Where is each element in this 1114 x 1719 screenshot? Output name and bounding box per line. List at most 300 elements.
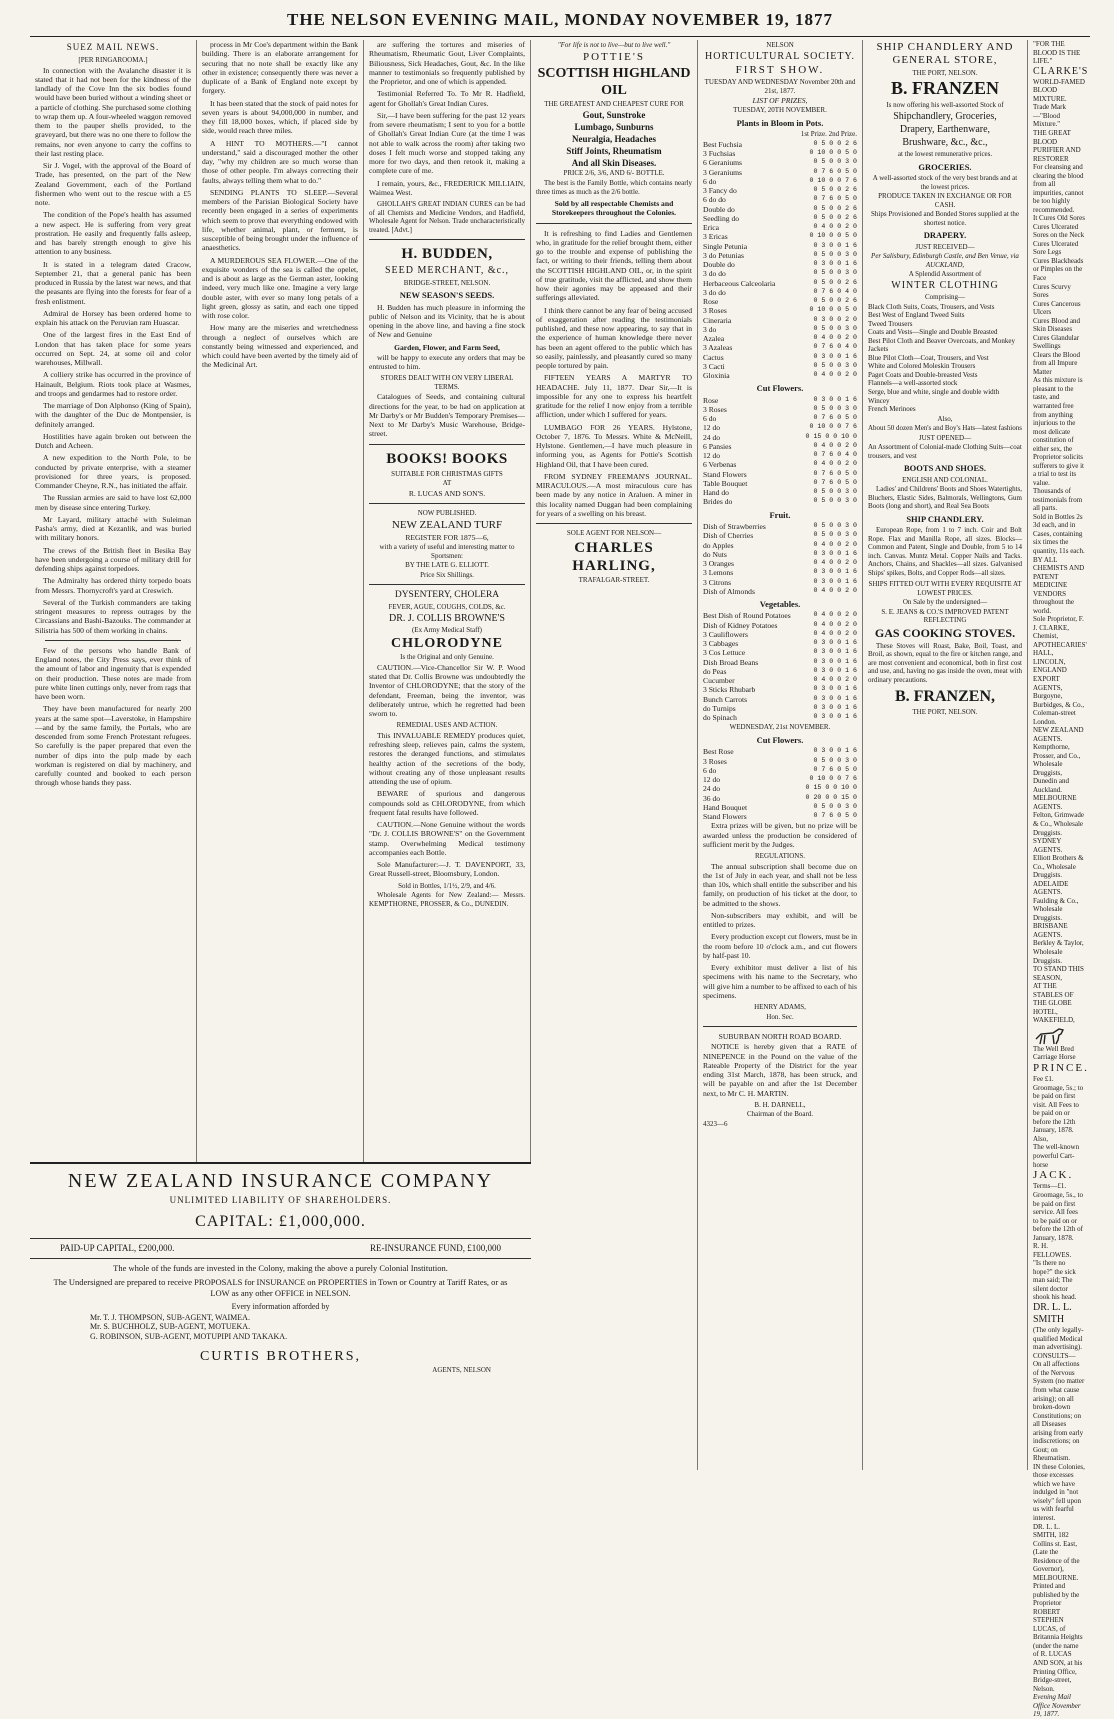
printed-by: Printed and published by the Proprietor ROBERT STEPHEN LUCAS, of Britannia Heights (under the name of R. LUCAS AND SON, at his Printing Office, Bridge-street, Nelson. (1033, 1582, 1083, 1693)
clothing-item: Best Pilot Cloth and Beaver Overcoats, and Monkey Jackets (868, 336, 1015, 354)
prize-amount: 0 3 0 0 1 6 (813, 577, 857, 585)
splendid: A Splendid Assortment of (908, 270, 982, 279)
prize-category: 3 Oranges (703, 559, 734, 569)
prize-row (703, 713, 857, 722)
lsmith-name: DR. L. L. SMITH (1033, 1301, 1072, 1326)
prize-row (703, 794, 857, 803)
clothing-item: Tweed Trousers (868, 319, 913, 328)
column-pottie-oil (531, 40, 698, 1470)
clarke-cure-item: It Cures Old Sores (1033, 214, 1085, 223)
prize-row (703, 297, 857, 306)
prize-category: Cactus (703, 352, 724, 362)
news-paragraph: SENDING PLANTS TO SLEEP.—Several members of the Parisian Biological Society have recently been engaged in a series of experiments which seem to prove that everything endowed with life, whether animal, plant, or ferment, is susceptible of being brought under the influence of anaesthetics. (202, 187, 358, 253)
clothing-item: Wincey (868, 396, 890, 405)
prize-amount: 0 7 6 0 4 0 (813, 451, 857, 459)
news-paragraph: They have been manufactured for nearly 200 years at the same spot—Laverstoke, in Hampshire—and by the same family, the Portals, who are descended from some French Protestant refugees. So carefully is the paper prepared that even the number of dips into the pulp made by each workman is registered on dial by machinery, and carefully counted and booked to each person through whose hands they pass. (35, 704, 191, 788)
harling-name: CHARLES HARLING, (572, 539, 656, 574)
divider (536, 523, 692, 524)
cure-item: And all Skin Diseases. (571, 157, 657, 168)
prize-category: 3 do do (703, 269, 726, 279)
news-paragraph: The Russian armies are said to have lost 62,000 men by disease since entering Turkey. (35, 493, 191, 512)
oil-sub: THE GREATEST AND CHEAPEST CURE FOR (544, 100, 684, 109)
franzen-line: Brushware, &c., &c., (902, 137, 988, 149)
prize-category: Best Dish of Round Potatoes (703, 611, 791, 621)
pots-heading: Plants in Bloom in Pots. (736, 117, 824, 128)
budden-garden: Garden, Flower, and Farm Seed, (394, 342, 500, 352)
per-ships: Per Salisbury, Edinburgh Castle, and Ben Venue, via AUCKLAND, (871, 252, 1019, 269)
prize-amount: 0 7 6 0 4 0 (813, 287, 857, 295)
prize-row (703, 316, 857, 325)
prize-row (703, 639, 857, 648)
prize-category: Herbaceous Calceolaria (703, 278, 776, 288)
prize-category: Best Fuchsia (703, 139, 743, 149)
divider (536, 223, 692, 224)
chairman: Chairman of the Board. (746, 1110, 814, 1119)
news-paragraph: Several of the Turkish commanders are taking stringent measures to repress outrages by the Circassians and Bashi-Bazouks. The commander at Silistria has 500 of them working in chains. (35, 597, 191, 635)
prize-row (703, 676, 857, 685)
column-franzen-store (863, 40, 1028, 1470)
on-sale: On Sale by the undersigned— (902, 598, 988, 607)
ad-paragraph: are suffering the tortures and miseries of Rheumatism, Rheumatic Gout, Liver Complaints, Biliousness, Sick Headaches, Gout, &c. In the like manner to testimonials so frequently published by the Proprietor, and one of which is appended. (369, 40, 525, 86)
prize-amount: 0 5 0 0 3 0 (813, 522, 857, 530)
prize-row (703, 667, 857, 676)
prize-row (703, 214, 857, 223)
miscellany-article (202, 40, 358, 370)
prize-category: Cucumber (703, 676, 735, 686)
prize-amount: 0 3 0 0 1 6 (813, 260, 857, 268)
cure-item: Stiff Joints, Rheumatism (566, 145, 662, 156)
clothing-item: Paget Coats and Double-breasted Vests (868, 370, 978, 379)
cut-prize-list (703, 396, 857, 507)
clothing-item: Black Cloth Suits, Coats, Trousers, and Vests (868, 302, 995, 311)
prize-row (703, 541, 857, 550)
prize-amount: 0 5 0 0 2 6 (813, 297, 857, 305)
news-paragraph: The Admiralty has ordered thirty torpedo boats from Messrs. Thornycroft's yard at Creswich. (35, 576, 191, 595)
insurance-funds-text: The whole of the funds are invested in the Colony, making the above a purely Colonial Institution. (113, 1262, 448, 1273)
prize-row (703, 149, 857, 158)
clarke-cure-item: Cures Glandular Swellings (1033, 333, 1080, 351)
books-title: BOOKS! BOOKS (386, 450, 508, 467)
comprising: Comprising— (924, 293, 966, 302)
brisbane-heading: BRISBANE AGENTS. (1033, 922, 1068, 939)
prize-category: Dish of Strawberries (703, 522, 766, 532)
prize-amount: 0 7 6 0 4 0 (813, 343, 857, 351)
budden-catalogue: Catalogues of Seeds, and containing cultural directions for the year, to be had on application at Mr Darby's or Mr Budden's Temporary Premises—Next to Mr Darby's Music Warehouse, Bridge-street. (369, 392, 525, 439)
prize-category: Stand Flowers (703, 812, 747, 822)
oil-price: PRICE 2/6, 3/6, AND 6/- BOTTLE. (563, 169, 665, 178)
horse-icon (1033, 1025, 1067, 1045)
dr-browne-sub: (Ex Army Medical Staff) (411, 625, 483, 634)
prize-amount: 0 10 0 0 5 0 (809, 306, 857, 314)
first-show: FIRST SHOW. (735, 63, 825, 76)
melb-text: Felton, Grimwade & Co., Wholesale Druggists. (1033, 811, 1084, 837)
news-paragraph: It is stated in a telegram dated Cracow, September 21, that a general panic has been produced in Russia by the latest war news, and that the peasants are flying into the forests for fear of a fresh enlistment. (35, 259, 191, 306)
clothing-item: Serge, blue and white, single and double width (868, 387, 1000, 396)
clarke-cure-item: Cures Ulcerated Sores on the Neck (1033, 222, 1085, 240)
prize-category: 36 do (703, 793, 721, 803)
news-paragraph: Hostilities have again broken out between the Dutch and Acheen. (35, 431, 191, 450)
insurance-capital: CAPITAL: £1,000,000. (195, 1213, 366, 1231)
insurance-agent: G. ROBINSON, SUB-AGENT, MOTUPIPI AND TAKAKA. (90, 1332, 288, 1342)
prize-category: 3 Cacti (703, 361, 725, 371)
pottie-quote: "For life is not to live—but to live well." (557, 41, 671, 49)
fruit-heading: Fruit. (769, 509, 791, 520)
prize-row (703, 784, 857, 793)
prize-row (703, 621, 857, 630)
prize-amount: 0 5 0 0 3 0 (813, 488, 857, 496)
also-2: Also, (1033, 1134, 1048, 1143)
jeans-stoves: S. E. JEANS & CO.'S IMPROVED PATENT REFLECTING (881, 607, 1009, 625)
prize-amount: 0 5 0 0 3 0 (813, 250, 857, 258)
prize-row (703, 578, 857, 587)
prize-category: Single Petunia (703, 241, 748, 251)
prize-amount: 0 5 0 0 3 0 (813, 497, 857, 505)
prize-category: 3 do (703, 324, 717, 334)
paid-up-capital: PAID-UP CAPITAL, £200,000. (60, 1242, 175, 1253)
prize-category: Hand Bouquet (703, 802, 748, 812)
divider (369, 503, 525, 504)
prize-row (703, 685, 857, 694)
prize-category: Dish of Kidney Potatoes (703, 620, 778, 630)
prize-category: Double do (703, 260, 735, 270)
chlorodyne-caution: CAUTION.—Vice-Chancellor Sir W. P. Wood stated that Dr. Collis Browne was undoubtedly the Inventor of CHLORODYNE; that the story of the defendant, Freeman, being the inventor, was deliberately untrue, which he regretted had been sworn to. (369, 662, 525, 719)
prize-amount: 0 3 0 0 1 6 (813, 568, 857, 576)
prize-category: 24 do (703, 432, 721, 442)
clothing-item: Coats and Vests—Single and Double Breasted (868, 328, 998, 337)
prize-amount: 0 7 6 0 5 0 (813, 195, 857, 203)
prize-amount: 0 5 0 0 2 6 (813, 213, 857, 221)
prize-category: do Apples (703, 540, 734, 550)
export-text: Burgoyne, Burbidges, & Co., Coleman-street London. (1033, 692, 1085, 726)
clothing-items (868, 303, 1022, 414)
prize-category: Dish of Cherries (703, 531, 754, 541)
franzen-line: Shipchandlery, Groceries, (893, 110, 997, 122)
prize-category: 3 Ericas (703, 232, 728, 242)
prize-row (703, 279, 857, 288)
prize-row (703, 140, 857, 149)
prize-row (703, 269, 857, 278)
column-horticultural-show (698, 40, 863, 1470)
cure-item: Neuralgia, Headaches (572, 133, 656, 144)
prize-row (703, 460, 857, 469)
prize-row (703, 325, 857, 334)
clarke-content (1033, 40, 1089, 1719)
news-paragraph: One of the largest fires in the East End of London that has taken place for some years occurred on Sept. 24, at some oil and color warehouses, Millwall. (35, 330, 191, 367)
books-sub: SUITABLE FOR CHRISTMAS GIFTS (391, 469, 503, 478)
budden-text: H. Budden has much pleasure in informing the public of Nelson and its Vicinity, that he is about opening in the above line, and having a fine stock of New and Genuine (369, 302, 525, 340)
prize-row (703, 232, 857, 241)
prize-category: do Spinach (703, 713, 737, 723)
gas-stoves-text: These Stoves will Roast, Bake, Boil, Toast, and Broil, as shown, equal to the fire or kitchen range, and are most convenient and economical, both in first cost and use, and, having no gas inside the oven, meat with ordinary precautions. (868, 641, 1022, 684)
wednesday-heading: WEDNESDAY, 21st NOVEMBER. (729, 723, 831, 732)
prize-category: Rose (703, 297, 719, 307)
list-of-prizes: LIST OF PRIZES, (752, 96, 808, 106)
ghollah-notice: GHOLLAH'S GREAT INDIAN CURES can be had of all Chemists and Medicine Vendors, and Hadfield, Wholesale Agent for Nelson. Trade uncharacteristically treated. [Advt.] (369, 200, 525, 234)
sole-agent: SOLE AGENT FOR NELSON— (566, 529, 662, 538)
clarke-cure-item: Cures Blood and Skin Diseases (1033, 316, 1081, 334)
news-paragraph: Sir J. Vogel, with the approval of the Board of Trade, has presented, on the part of the New Zealand Government, each of the Portland fishermen who went out to the rescue with a £5 note. (35, 161, 191, 207)
franzen-intro: Is now offering his well-assorted Stock of (886, 101, 1004, 110)
office-date: Evening Mail Office November 19, 1877. (1033, 1693, 1081, 1719)
insurance-title: NEW ZEALAND INSURANCE COMPANY (67, 1170, 494, 1192)
the-port: THE PORT, NELSON. (912, 68, 978, 77)
prize-amount: 0 4 0 0 2 0 (813, 586, 857, 594)
insurance-every: Every information afforded by (231, 1301, 330, 1311)
prize-amount: 0 4 0 0 2 0 (813, 441, 857, 449)
prize-amount: 0 4 0 0 2 0 (813, 460, 857, 468)
news-paragraph: A HINT TO MOTHERS.—"I cannot understand," said a discouraged mother the other day, "why my children are so much worse than those of other people. I'm always correcting their faults, always telling them what to do." (202, 138, 358, 185)
clarke-bottles: Sold in Bottles 2s 3d each, and in Cases, containing six times the quantity, 11s each. (1033, 512, 1085, 555)
prize-category: 3 Citrons (703, 577, 732, 587)
turf-text: with a variety of useful and interesting matter to Sportsmen: (379, 543, 515, 560)
prize-amount: 0 7 6 0 5 0 (813, 812, 857, 820)
oil-best: The best is the Family Bottle, which contains nearly three times as much as the 2/6 bottle. (536, 179, 692, 196)
prize-row (703, 158, 857, 167)
adelaide-heading: ADELAIDE AGENTS. (1033, 879, 1069, 897)
prize-category: 12 do (703, 775, 721, 785)
insurance-sub: UNLIMITED LIABILITY OF SHAREHOLDERS. (169, 1195, 392, 1206)
cut2-prize-list (703, 747, 857, 821)
prize-amount: 0 10 0 0 5 0 (809, 149, 857, 157)
export-heading: EXPORT AGENTS, (1033, 674, 1063, 692)
prize-amount: 0 3 0 0 1 6 (813, 703, 857, 711)
prize-row (703, 362, 857, 371)
dysentery-sub: FEVER, AGUE, COUGHS, COLDS, &c. (388, 603, 506, 612)
pots-prize-list (703, 140, 857, 381)
society-nelson: NELSON (766, 41, 794, 49)
reinsurance-fund: RE-INSURANCE FUND, £100,000 (369, 1242, 501, 1253)
prize-category: 3 Azaleas (703, 343, 733, 353)
prize-row (703, 353, 857, 362)
prize-category: 3 Cauliflowers (703, 629, 748, 639)
prize-amount: 0 15 0 0 10 0 (805, 432, 857, 440)
prize-row (703, 334, 857, 343)
prize-amount: 0 15 0 0 10 0 (805, 784, 857, 792)
stables: AT THE STABLES OF THE GLOBE HOTEL, WAKEFIELD, (1033, 982, 1075, 1025)
prize-row (703, 803, 857, 812)
prize-amount: 0 3 0 0 1 6 (813, 713, 857, 721)
wholesale-agents: Wholesale Agents for New Zealand:— Messrs. KEMPTHORNE, PROSSER, & Co., DUNEDIN. (369, 891, 525, 908)
clothing-item: Flannels—a well-assorted stock (868, 379, 958, 388)
prize-category: Erica (703, 223, 720, 233)
prize-amount: 0 4 0 0 2 0 (813, 540, 857, 548)
prize-category: 3 Lemons (703, 568, 734, 578)
prize-category: 3 do Petunias (703, 250, 744, 260)
clarke-proprietor: Sole Proprietor, F. J. CLARKE, Chemist, APOTHECARIES' HALL, LINCOLN, ENGLAND (1033, 615, 1087, 675)
prize-category: 3 Sticks Rhubarb (703, 685, 756, 695)
prize-amount: 0 5 0 0 3 0 (813, 802, 857, 810)
prize-row (703, 775, 857, 784)
ships-provisioned: Ships Provisioned and Bonded Stores supplied at the shortest notice. (871, 210, 1019, 227)
turf-title: NEW ZEALAND TURF (391, 518, 503, 531)
prize-row (703, 251, 857, 260)
news-paragraph: A MURDEROUS SEA FLOWER.—One of the exquisite wonders of the sea is called the opelet, and is about as large as the German aster, looking indeed, very much like one. Imagine a very large double aster, with ever so many long petals of a light green, glossy as satin, and each one tipped with rose color. (202, 255, 358, 320)
prize-amount: 0 4 0 0 2 0 (813, 629, 857, 637)
turf-register: REGISTER FOR 1875—6, (405, 533, 489, 543)
stand-heading: TO STAND THIS SEASON, (1033, 965, 1084, 982)
prize-amount: 0 7 6 0 5 0 (813, 478, 857, 486)
beware-text: BEWARE of spurious and dangerous compounds sold as CHLORODYNE, from which frequent fatal results have followed. (369, 789, 525, 817)
clarke-cures (1033, 214, 1085, 376)
henry-adams: HENRY ADAMS, (754, 1003, 806, 1012)
clarke-name: CLARKE'S (1033, 65, 1089, 77)
prize-category: 6 Verbenas (703, 460, 737, 470)
regulations (703, 862, 857, 1001)
clarke-cure-item: Cures Blackheads or Pimples on the Face (1033, 256, 1084, 282)
fruit-prize-list (703, 522, 857, 596)
prize-row (703, 704, 857, 713)
prize-amount: 0 7 6 0 5 0 (813, 765, 857, 773)
curtis-brothers: CURTIS BROTHERS, (199, 1348, 362, 1364)
boots-heading: BOOTS AND SHOES. (904, 463, 986, 474)
clothing-item: Blue Pilot Cloth—Coat, Trousers, and Vest (868, 353, 989, 362)
lsmith-legal: (The only legally-qualified Medical man advertising). (1033, 1326, 1084, 1352)
sydney-text: Elliott Brothers & Co., Wholesale Druggists. (1033, 854, 1084, 880)
prize-amount: 0 10 0 0 7 6 (809, 176, 857, 184)
produce-exchange: PRODUCE TAKEN IN EXCHANGE OR FOR CASH. (878, 192, 1012, 209)
jack-name: JACK. (1033, 1169, 1074, 1182)
prize-amount: 0 3 0 0 1 6 (813, 395, 857, 403)
prize-amount: 0 5 0 0 2 6 (813, 139, 857, 147)
prize-category: Bunch Carrots (703, 694, 748, 704)
prize-row (703, 611, 857, 620)
prize-category: Azalea (703, 334, 725, 344)
prize-row (703, 812, 857, 821)
prize-amount: 0 3 0 0 1 6 (813, 666, 857, 674)
trafalgar-street: TRAFALGAR-STREET. (578, 576, 650, 585)
divider (369, 239, 525, 240)
prize-category: Dish of Almonds (703, 586, 755, 596)
prize-amount: 0 3 0 0 1 6 (813, 694, 857, 702)
cure-item: Lumbago, Sunburns (574, 121, 654, 132)
prince-fee: Fee £1. Groomage, 5s.; to be paid on first visit. All Fees to be paid on or before the 12th January, 1878. (1033, 1075, 1084, 1135)
prize-category: Gloxinia (703, 371, 730, 381)
prize-amount: 0 3 0 0 2 0 (813, 315, 857, 323)
franzen-line: Drapery, Earthenware, (899, 124, 991, 136)
divider (369, 584, 525, 585)
chlorodyne-title: CHLORODYNE (391, 636, 503, 652)
clarke-trade: Trade Mark—"Blood Mixture." (1033, 103, 1066, 129)
testimonial-paragraph: FROM SYDNEY FREEMAN'S JOURNAL. MIRACULOUS.—A most miraculous cure has been made by any notice in Araluen. A miner in this locality named Duggan had been complaining for years of a swelling on his breast. (536, 471, 692, 518)
prize-amount: 0 3 0 0 1 6 (813, 685, 857, 693)
blood-quote: "FOR THE BLOOD IS THE LIFE." (1033, 40, 1081, 66)
dr-browne-name: DR. J. COLLIS BROWNE'S (389, 612, 505, 624)
hon-sec: Hon. Sec. (766, 1012, 794, 1021)
ref-number: 4323—6 (703, 1119, 728, 1128)
prize-amount: 0 5 0 0 2 6 (813, 278, 857, 286)
prize-row (703, 396, 857, 405)
oil-cures-list (536, 110, 692, 169)
prize-amount: 0 5 0 0 3 0 (813, 324, 857, 332)
prize-amount: 0 5 0 0 3 0 (813, 361, 857, 369)
winter-clothing: WINTER CLOTHING (891, 279, 999, 291)
chandlery-heading: SHIP CHANDLERY. (906, 513, 984, 524)
boots-text: Ladies' and Childrens' Boots and Shoes Watertights, Bluchers, Elastic Sides, Balmorals, Wellingtons, Gum Boots (long and short), and Real Sea Boots (868, 485, 1022, 511)
prize-category: 6 do (703, 414, 717, 424)
franzen-prices: at the lowest remunerative prices. (897, 150, 993, 159)
prize-amount: 0 7 6 0 5 0 (813, 469, 857, 477)
prize-amount: 0 10 0 0 7 6 (809, 423, 857, 431)
prize-row (703, 587, 857, 596)
dysentery-title: DYSENTERY, CHOLERA (394, 590, 500, 601)
pottie-name: POTTIE'S (583, 50, 645, 63)
extra-prizes: Extra prizes will be given, but no prize will be awarded unless the production be considered of sufficient merit by the Judges. (703, 821, 857, 849)
prize-category: 6 do (703, 176, 717, 186)
prince-name: PRINCE. (1033, 1061, 1089, 1074)
regulation-paragraph: Every exhibitor must deliver a list of his specimens with his name to the Secretary, who will give him a number to be affixed to each of his specimens. (703, 963, 857, 1000)
news-paragraph: It has been stated that the stock of paid notes for seven years is about 94,000,000 in number, and they fill 18,000 boxes, which, if placed side by side, would reach three miles. (202, 98, 358, 136)
gas-stoves-title: GAS COOKING STOVES. (874, 625, 1016, 640)
prize-amount: 0 3 0 0 1 6 (813, 549, 857, 557)
prize-row (703, 186, 857, 195)
smith-address: DR. L. L. SMITH, 182 Collins st. East, (Late the Residence of the Governor), (1033, 1522, 1080, 1574)
prize-category: 6 do do (703, 195, 726, 205)
prize-row (703, 479, 857, 488)
prize-category: 3 Cos Lettuce (703, 648, 746, 658)
insurance-agent: Mr. S. BUCHHOLZ, SUB-AGENT, MOTUEKA. (90, 1322, 251, 1332)
prize-row (703, 288, 857, 297)
tuesday-heading: TUESDAY, 20TH NOVEMBER. (733, 106, 827, 115)
prize-amount: 0 3 0 0 1 6 (813, 648, 857, 656)
divider (369, 444, 525, 445)
prize-amount: 0 4 0 0 2 0 (813, 620, 857, 628)
ghollah-testimonial (369, 40, 525, 176)
clothing-item: French Merinoes (868, 405, 916, 414)
cut-heading: Cut Flowers. (756, 383, 804, 394)
prize-row (703, 343, 857, 352)
news-paragraph: The crews of the British fleet in Besika Bay have been undergoing a course of military drill for defending ships against torpedoes. (35, 545, 191, 573)
the-port-2: THE PORT, NELSON. (912, 707, 978, 716)
prize-row (703, 168, 857, 177)
consult-text: On all affections of the Nervous System (no matter from what cause arising); on all broken-down Constitutions; on all Diseases arising from early indiscretions; on Gout; on Rheumatism. (1033, 1360, 1085, 1463)
prize-row (703, 568, 857, 577)
franzen-lines (868, 111, 1022, 150)
prize-amount: 0 20 0 0 15 0 (805, 793, 857, 801)
insurance-undersigned: The Undersigned are prepared to receive PROPOSALS for INSURANCE on PROPERTIES in Town or Country at Tariff Rates, or as LOW as any other OFFICE in NELSON. (53, 1277, 508, 1298)
cart-horse: The well-known powerful Cart-horse (1033, 1143, 1080, 1169)
suez-title: SUEZ MAIL NEWS. (66, 42, 160, 52)
colonial-clothing: An Assortment of Colonial-made Clothing Suits—coat trousers, and vest (868, 443, 1022, 460)
prize-header: 1st Prize. 2nd Prize. (800, 130, 857, 139)
clarke-cure-item: Cures Ulcerated Sore Legs (1033, 239, 1079, 257)
veg-heading: Vegetables. (759, 599, 801, 610)
clarke-chemists: BY ALL CHEMISTS AND PATENT MEDICINE VENDORS throughout the world. (1033, 555, 1085, 615)
now-published: NOW PUBLISHED. (417, 509, 477, 518)
news-paragraph: The condition of the Pope's health has assumed a new aspect. He is suffering from very great prostration. He easily and frequently falls asleep, and has barely strength enough to give his attention to any business. (35, 210, 191, 257)
prize-amount: 0 3 0 0 1 6 (813, 747, 857, 755)
budden-new-seeds: NEW SEASON'S SEEDS. (399, 290, 495, 301)
cure-item: Gout, Sunstroke (582, 109, 646, 120)
rate-notice: NOTICE is hereby given that a RATE of NINEPENCE in the Pound on the value of the Rateable Property of the District for the year ending 31st March, 1878, has been struck, and will be payable on and after the 1st December next, to Mr C. H. MARTIN. (703, 1042, 857, 1098)
prize-category: 6 do (703, 765, 717, 775)
clarke-purif-text: For cleansing and clearing the blood from all impurities, cannot be too highly recommended. (1033, 163, 1084, 214)
clarke-cure-item: Cures Scurvy Sores (1033, 282, 1071, 300)
prize-row (703, 223, 857, 232)
regulation-paragraph: Every production except cut flowers, must be in the room before 10 o'clock a.m., and cut flowers by half-past 10. (703, 932, 857, 960)
prize-amount: 0 7 6 0 5 0 (813, 167, 857, 175)
clothing-item: White and Colored Moleskin Trousers (868, 362, 976, 371)
prize-amount: 0 3 0 0 1 6 (813, 241, 857, 249)
bank-notes-article (35, 646, 191, 788)
clarke-purifier: THE GREAT BLOOD PURIFIER AND RESTORER (1033, 128, 1081, 163)
veg-prize-list (703, 611, 857, 722)
prize-amount: 0 4 0 0 2 0 (813, 676, 857, 684)
prize-row (703, 757, 857, 766)
prize-row (703, 306, 857, 315)
colonies-text: IN these Colonies, those excesses which we have indulged in "not wisely" fell upon us with fearful interest. (1033, 1462, 1085, 1522)
masthead (30, 6, 1090, 37)
ships-fitted: SHIPS FITTED OUT WITH EVERY REQUISITE AT LOWEST PRICES. (868, 580, 1022, 597)
